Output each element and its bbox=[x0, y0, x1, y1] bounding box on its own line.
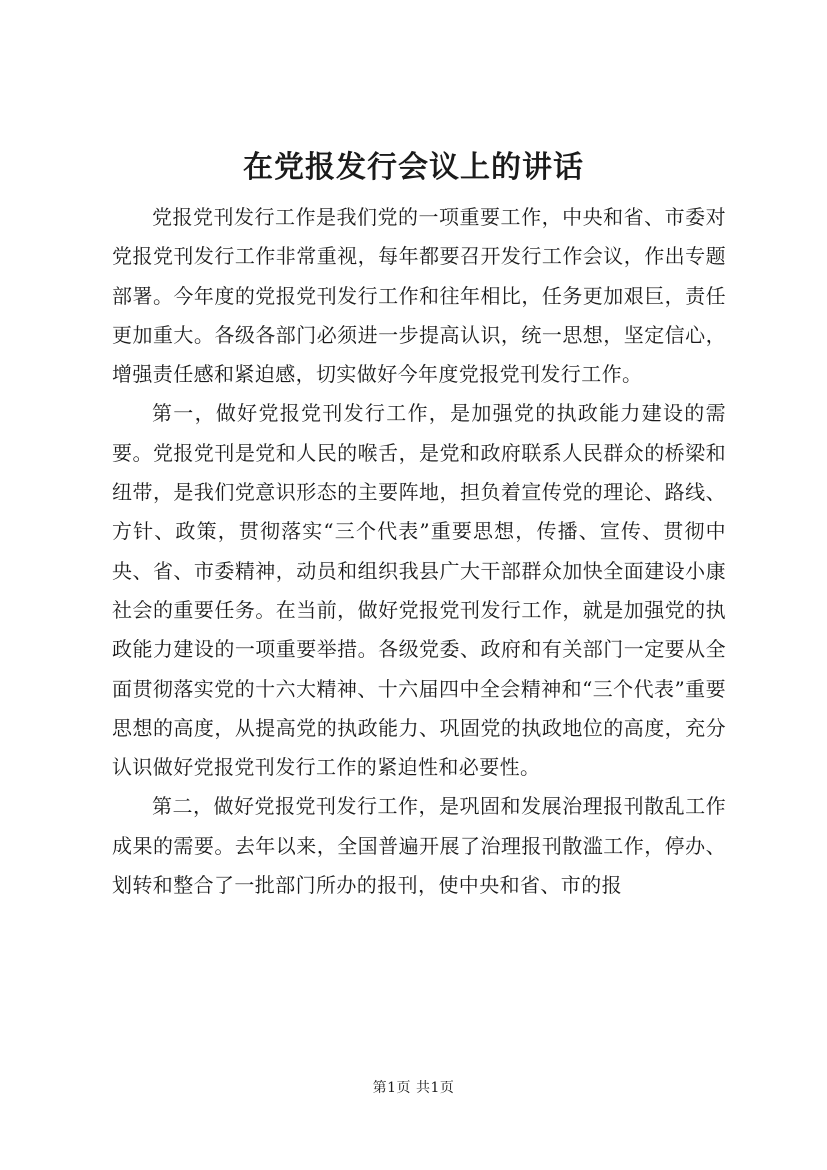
paragraph-second-point: 第二，做好党报党刊发行工作，是巩固和发展治理报刊散乱工作成果的需要。去年以来，全国普遍开展了治理报刊散滥工作，停办、划转和整合了一批部门所办的报刊，使中央和省、市的报 bbox=[112, 794, 726, 898]
document-body bbox=[112, 198, 726, 905]
page-number-footer: 第1页 共1页 bbox=[372, 1080, 455, 1096]
paragraph-intro: 党报党刊发行工作是我们党的一项重要工作，中央和省、市委对党报党刊发行工作非常重视，每年都要召开发行工作会议，作出专题部署。今年度的党报党刊发行工作和往年相比，任务更加艰巨，责任更加重大。各级各部门必须进一步提高认识，统一思想，坚定信心，增强责任感和紧迫感，切实做好今年度党报党刊发行工作。 bbox=[112, 205, 726, 387]
document-title: 在党报发行会议上的讲话 bbox=[243, 150, 584, 185]
paragraph-first-point: 第一，做好党报党刊发行工作，是加强党的执政能力建设的需要。党报党刊是党和人民的喉舌，是党和政府联系人民群众的桥梁和纽带，是我们党意识形态的主要阵地，担负着宣传党的理论、路线、方针、政策，贯彻落实“三个代表”重要思想，传播、宣传、贯彻中央、省、市委精神，动员和组织我县广大干部群众加快全面建设小康社会的重要任务。在当前，做好党报党刊发行工作，就是加强党的执政能力建设的一项重要举措。各级党委、政府和有关部门一定要从全面贯彻落实党的十六大精神、十六届四中全会精神和“三个代表”重要思想的高度，从提高党的执政能力、巩固党的执政地位的高度，充分认识做好党报党刊发行工作的紧迫性和必要性。 bbox=[112, 401, 726, 780]
